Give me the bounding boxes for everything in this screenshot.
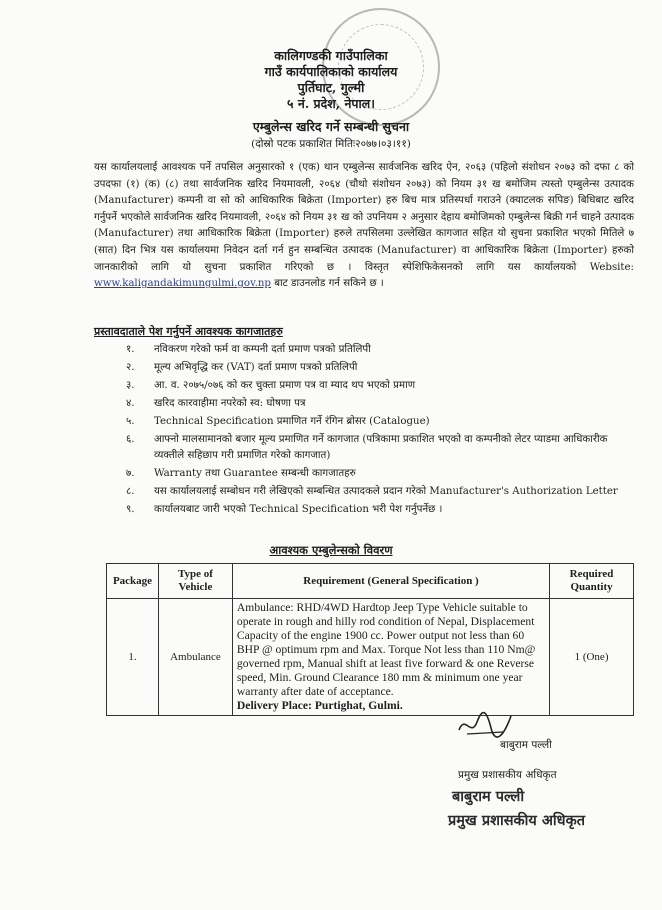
letterhead-line-3: पुर्तिघाट, गुल्मी bbox=[297, 80, 365, 95]
list-item bbox=[126, 360, 636, 376]
cell-quantity: 1 (One) bbox=[550, 599, 634, 716]
letterhead-line-2: गाउँ कार्यपालिकाको कार्यालय bbox=[264, 64, 398, 79]
list-item bbox=[126, 342, 636, 358]
list-item-number: १. bbox=[126, 344, 135, 355]
letterhead-line-1: कालिगण्डकी गाउँपालिका bbox=[274, 48, 388, 63]
cell-package: 1. bbox=[107, 599, 159, 716]
list-item-number: ३. bbox=[126, 380, 135, 391]
list-item-number: ४. bbox=[126, 398, 135, 409]
publish-note: (दोस्रो पटक प्रकाशित मितिः२०७७।०३।११) bbox=[251, 138, 411, 150]
header-package: Package bbox=[107, 564, 159, 599]
letterhead bbox=[0, 48, 662, 112]
paragraph-text-end: बाट डाउनलोड गर्न सकिने छ । bbox=[274, 278, 384, 290]
letterhead-line-4: ५ नं. प्रदेश, नेपाल। bbox=[287, 96, 375, 111]
list-item-text: खरिद कारवाहीमा नपरेको स्व: घोषणा पत्र bbox=[154, 398, 306, 409]
notice-paragraph bbox=[94, 160, 634, 293]
requirement-text: Ambulance: RHD/4WD Hardtop Jeep Type Vehicle suitable to operate in rough and hilly rod condition of Nepal, Displacement Capacity of the engine 1900 cc. Power output not less than 60 BHP @ optimum rpm and Max. Torque Not less than 110 Nm@ governed rpm, Manual shift at least five forward & one Reverse speed, Min. Ground Clearance 180 mm & minimum one year warranty after date of acceptance. bbox=[236, 601, 536, 698]
table-title: आवश्यक एम्बुलेन्सको विवरण bbox=[269, 543, 393, 557]
list-item bbox=[126, 396, 636, 412]
signature-icon bbox=[455, 708, 515, 742]
cell-type: Ambulance bbox=[158, 599, 232, 716]
list-item-text: Technical Specification प्रमाणित गर्ने रंगिन ब्रोसर (Catalogue) bbox=[154, 416, 430, 427]
header-type: Type of Vehicle bbox=[158, 564, 232, 599]
list-item-number: २. bbox=[126, 362, 135, 373]
signatory-name: बाबुराम पल्ली bbox=[500, 739, 552, 751]
list-item bbox=[126, 432, 636, 464]
list-item bbox=[126, 466, 636, 482]
table-row bbox=[107, 599, 634, 716]
list-item bbox=[126, 378, 636, 394]
list-item-text: Warranty तथा Guarantee सम्बन्धी कागजातहरु bbox=[154, 468, 356, 479]
list-item-text: नविकरण गरेको फर्म वा कम्पनी दर्ता प्रमाण पत्रको प्रतिलिपी bbox=[154, 344, 371, 355]
notice-subject: एम्बुलेन्स खरिद गर्ने सम्बन्धी सुचना bbox=[252, 119, 410, 134]
list-item-text: कार्यालयबाट जारी भएको Technical Specification भरी पेश गर्नुपर्नेछ । bbox=[154, 504, 443, 515]
website-link[interactable]: www.kaligandakimungulmi.gov.np bbox=[94, 278, 271, 290]
list-item-number: ५. bbox=[126, 416, 135, 427]
header-requirement: Requirement (General Specification ) bbox=[232, 564, 549, 599]
signatory-title: प्रमुख प्रशासकीय अधिकृत bbox=[458, 769, 557, 781]
cell-requirement bbox=[232, 599, 549, 716]
list-item-text: यस कार्यालयलाई सम्बोधन गरी लेखिएको सम्बन्धित उत्पादकले प्रदान गरेको Manufacturer's Authorization Letter bbox=[154, 486, 618, 497]
delivery-place: Delivery Place: Purtighat, Gulmi. bbox=[236, 699, 403, 712]
list-item-text: आफ्नो मालसामानको बजार मूल्य प्रमाणित गर्ने कागजात (पत्रिकामा प्रकाशित भएको वा कम्पनीको लेटर प्याडमा आधिकारीक व्यक्तीले सहिछाप गरी प्रमाणित गरेको कागजात) bbox=[154, 434, 608, 461]
list-item-text: आ. व. २०७५/०७६ को कर चुक्ता प्रमाण पत्र वा म्याद थप भएको प्रमाण bbox=[154, 380, 416, 391]
documents-list bbox=[126, 342, 636, 520]
list-item-number: ९. bbox=[126, 504, 135, 515]
stamp-name: बाबुराम पल्ली bbox=[452, 788, 525, 805]
list-item-text: मूल्य अभिवृद्धि कर (VAT) दर्ता प्रमाण पत्रको प्रतिलिपी bbox=[154, 362, 358, 373]
list-item bbox=[126, 414, 636, 430]
ambulance-spec-table bbox=[106, 563, 634, 716]
list-item-number: ८. bbox=[126, 486, 135, 497]
documents-heading: प्रस्तावदाताले पेश गर्नुपर्ने आवश्यक कागजातहरु bbox=[94, 325, 283, 338]
list-item bbox=[126, 484, 636, 500]
list-item bbox=[126, 502, 636, 518]
header-quantity: Required Quantity bbox=[550, 564, 634, 599]
table-header-row bbox=[107, 564, 634, 599]
list-item-number: ६. bbox=[126, 434, 135, 445]
stamp-title: प्रमुख प्रशासकीय अधिकृत bbox=[448, 812, 585, 829]
list-item-number: ७. bbox=[126, 468, 135, 479]
paragraph-text: यस कार्यालयलाई आवश्यक पर्ने तपसिल अनुसारको १ (एक) थान एम्बुलेन्स सार्वजनिक खरिद ऐन, २०६३ (पहिलो संशोधन २०७३ को दफा ८ को उपदफा (१) (क) (८) तथा सार्वजनिक खरिद नियमावली, २०६४ (चौथो संशोधन २०७३) को नियम ३१ ख बमोजिम त्यस्तो एम्बुलेन्स उत्पादक (Manufacturer) कम्पनी वा सो को आधिकारिक बिक्रेता (Importer) हरु बिच मात्र प्रतिस्पर्धा गराउने (क्याटलक सपिङ) बिधिबाट खरिद गर्नुपर्ने भएकोले सार्वजनिक खरिद नियमावली, २०६४ को नियम ३१ ख को उपनियम २ अनुसार देहाय बमोजिमको एम्बुलेन्स बिक्री गर्न चाहने उत्पादक (Manufacturer) तथा आधिकारिक बिक्रेता (Importer) हरुले तपसिलमा उल्लेखित कागजात सहित यो सुचना प्रकाशित भएको मितिले ७ (सात) दिन भित्र यस कार्यालयमा निवेदन दर्ता गर्न हुन सम्बन्धित उत्पादक (Manufacturer) वा आधिकारिक बिक्रेता (Importer) हरुको जानकारीको लागि यो सुचना प्रकाशित गरिएको छ । विस्तृत स्पेशिफिकेसनको लागि यस कार्यालयको Website: bbox=[94, 162, 634, 273]
